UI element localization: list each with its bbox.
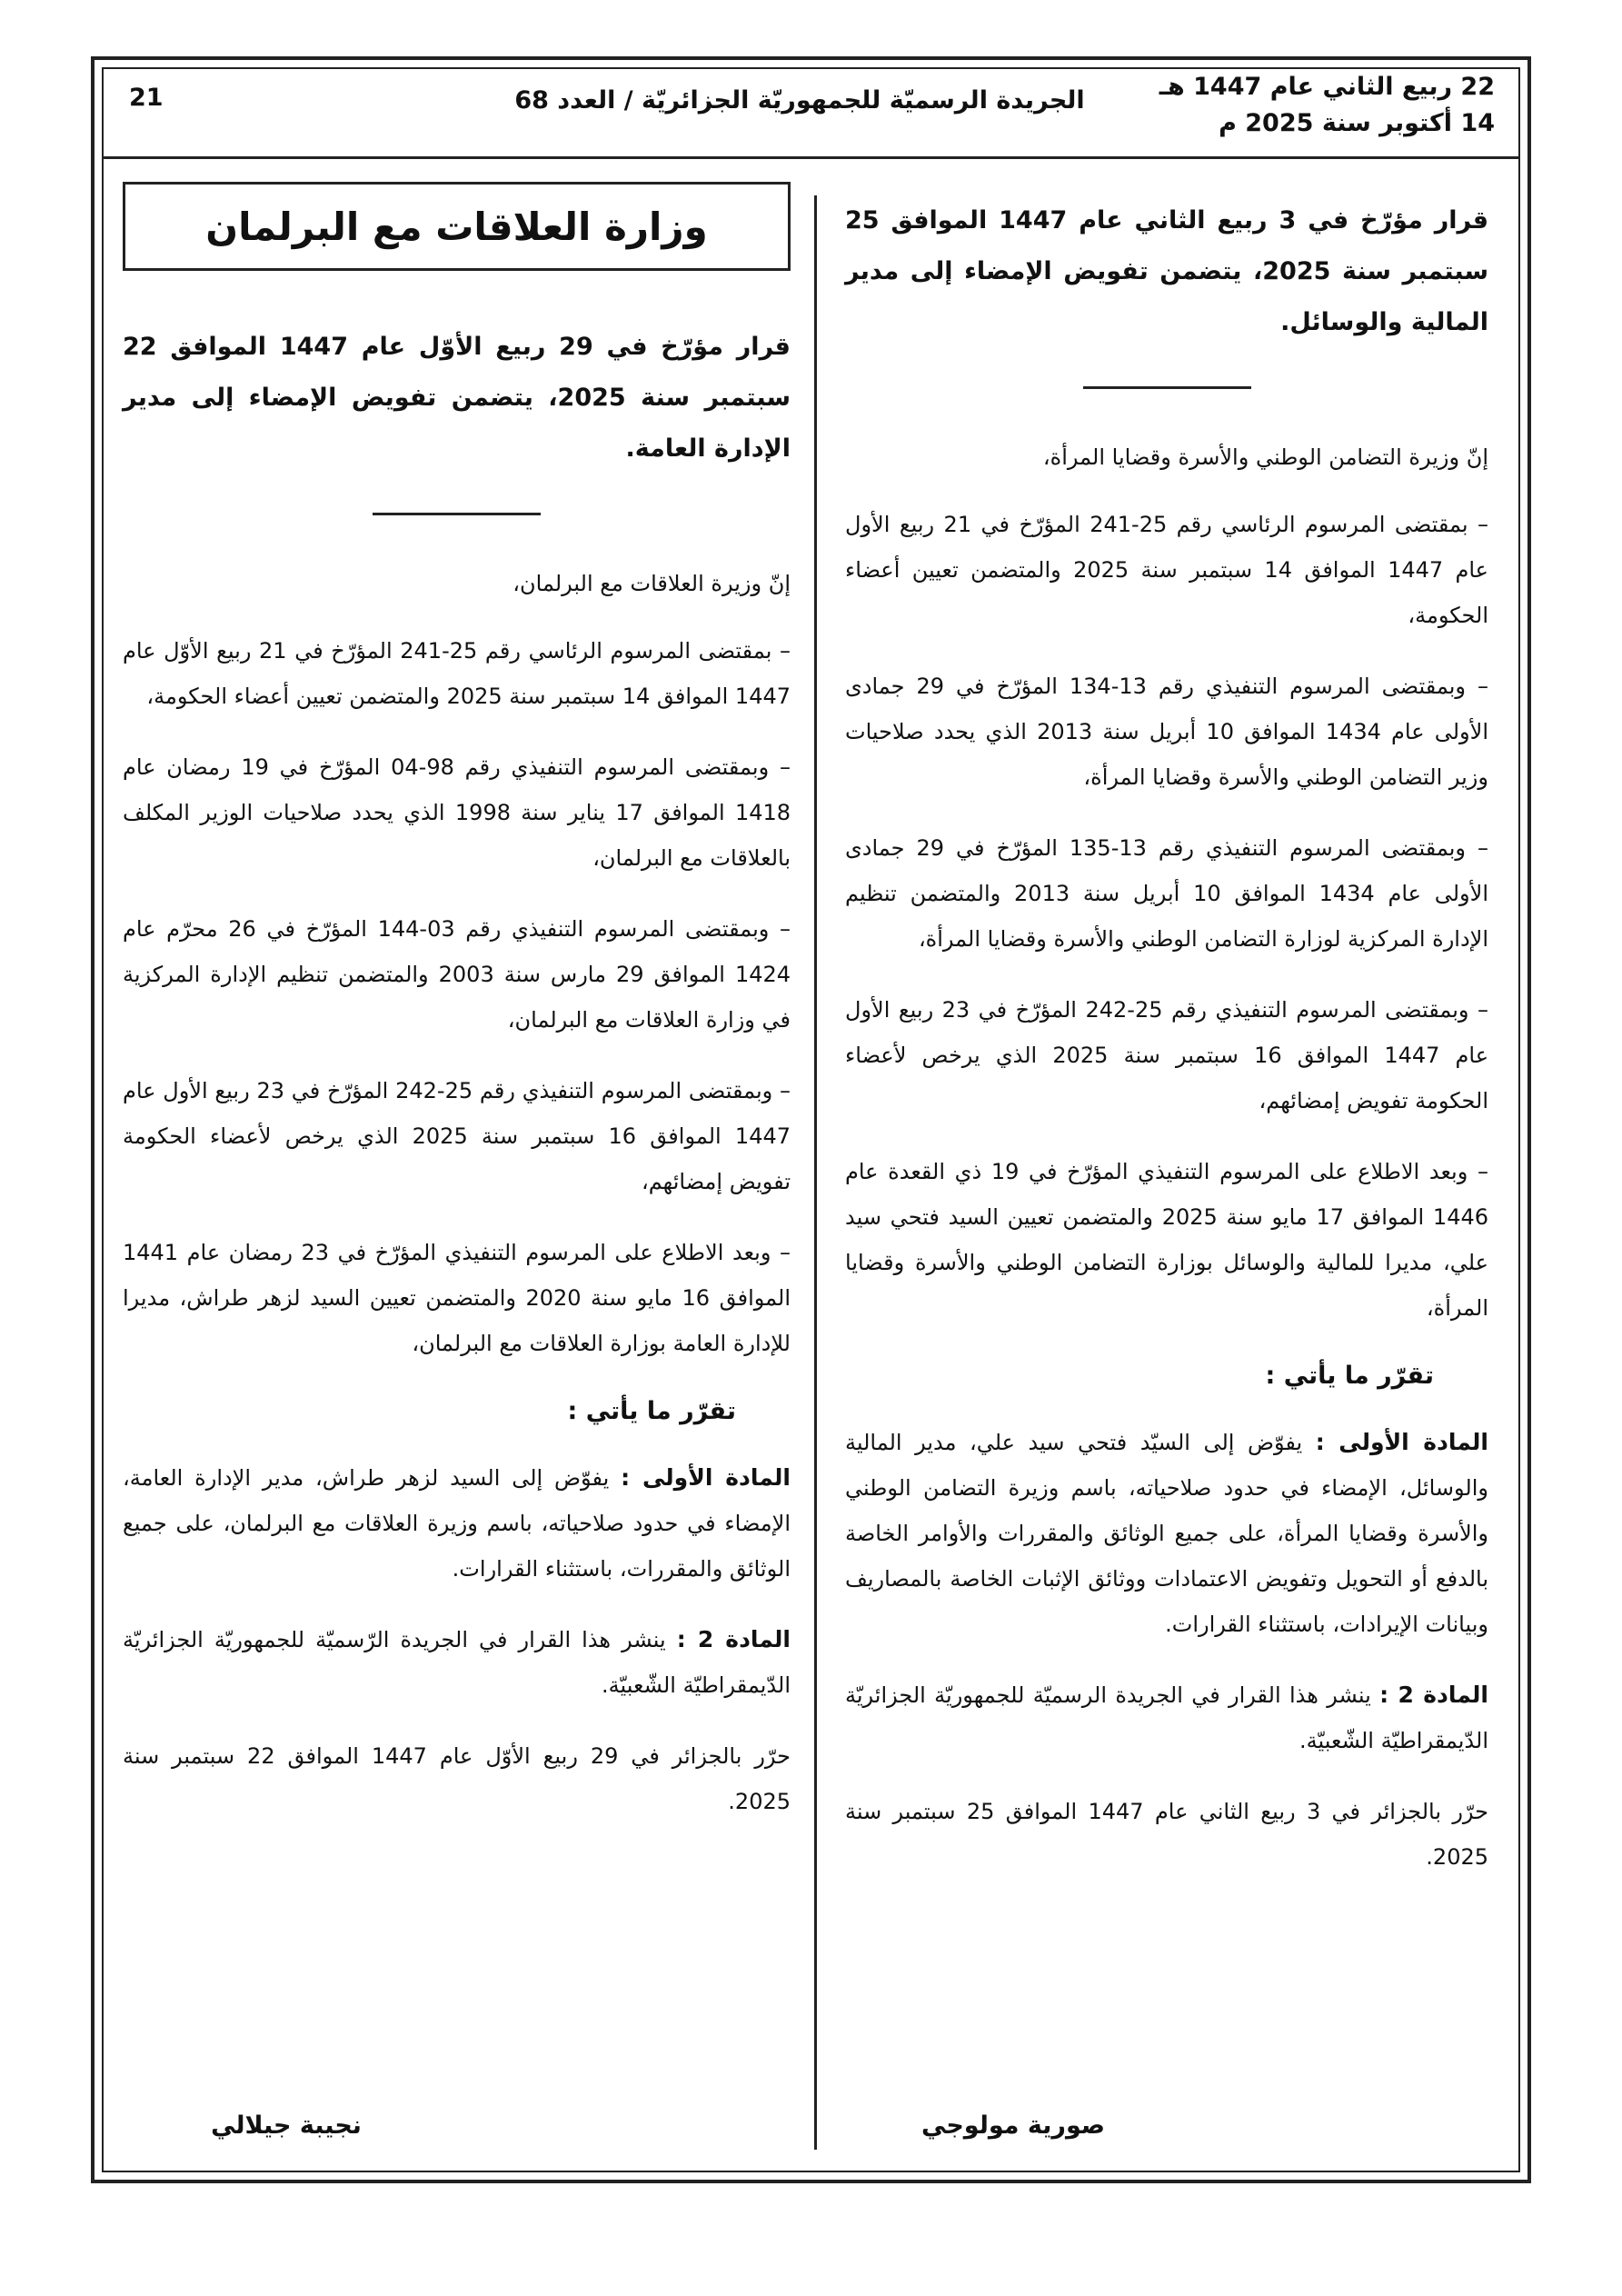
header-date-hijri: 22 ربيع الثاني عام 1447 هـ xyxy=(1159,73,1495,101)
decree-heading: تقرّر ما يأتي : xyxy=(567,1397,736,1425)
signature-left: نجيبة جيلالي xyxy=(211,2111,362,2140)
article-2-label: المادة 2 : xyxy=(676,1626,791,1652)
recital-paragraph: – وبمقتضى المرسوم التنفيذي رقم 98-04 المؤرّخ في 19 رمضان عام 1418 الموافق 17 يناير سنة 1998 الذي يحدد صلاحيات الوزير المكلف بالعلاقات مع البرلمان، xyxy=(123,754,791,871)
article-1 xyxy=(845,1420,1488,1647)
closing-line: حرّر بالجزائر في 3 ربيع الثاني عام 1447 الموافق 25 سبتمبر سنة 2025. xyxy=(845,1799,1489,1870)
article-1-text: يفوّض إلى السيّد فتحي سيد علي، مدير المالية والوسائل، الإمضاء في حدود صلاحياته، باسم وزيرة التضامن الوطني والأسرة وقضايا المرأة، على جميع الوثائق والمقررات والأوامر الخاصة بالدفع أو التحويل وتفويض الاعتمادات ووثائق الإثبات الخاصة بالمصاريف وبيانات الإيرادات، باستثناء القرارات. xyxy=(845,1430,1488,1637)
decision-intro: إنّ وزيرة العلاقات مع البرلمان، xyxy=(512,571,791,596)
header-date xyxy=(1159,69,1495,142)
article-2-text: ينشر هذا القرار في الجريدة الرسميّة للجمهوريّة الجزائريّة الدّيمقراطيّة الشّعبيّة. xyxy=(845,1682,1488,1753)
recital-paragraph: – بمقتضى المرسوم الرئاسي رقم 25-241 المؤرّخ في 21 ربيع الأوّل عام 1447 الموافق 14 سبتمبر سنة 2025 والمتضمن تعيين أعضاء الحكومة، xyxy=(123,638,791,709)
article-2 xyxy=(123,1617,791,1708)
recital-paragraph: – وبمقتضى المرسوم التنفيذي رقم 13-134 المؤرّخ في 29 جمادى الأولى عام 1434 الموافق 10 أبريل سنة 2013 الذي يحدد صلاحيات وزير التضامن الوطني والأسرة وقضايا المرأة، xyxy=(845,674,1489,790)
closing-line: حرّر بالجزائر في 29 ربيع الأوّل عام 1447 الموافق 22 سبتمبر سنة 2025. xyxy=(123,1743,791,1814)
left-column xyxy=(123,182,791,1850)
recital-paragraph: – وبعد الاطلاع على المرسوم التنفيذي المؤرّخ في 19 ذي القعدة عام 1446 الموافق 17 مايو سنة 2025 والمتضمن تعيين السيد فتحي سيد علي، مديرا للمالية والوسائل بوزارة التضامن الوطني والأسرة وقضايا المرأة، xyxy=(845,1159,1488,1321)
decree-heading: تقرّر ما يأتي : xyxy=(1265,1362,1434,1390)
article-1 xyxy=(123,1455,791,1592)
article-1-text: يفوّض إلى السيد لزهر طراش، مدير الإدارة العامة، الإمضاء في حدود صلاحياته، باسم وزيرة العلاقات مع البرلمان، على جميع الوثائق والمقررات، باستثناء القرارات. xyxy=(123,1465,791,1582)
page-number: 21 xyxy=(129,84,164,112)
signature-right: صورية مولوجي xyxy=(921,2111,1105,2140)
article-2-text: ينشر هذا القرار في الجريدة الرّسميّة للجمهوريّة الجزائريّة الدّيمقراطيّة الشّعبيّة. xyxy=(123,1627,791,1698)
article-1-label: المادة الأولى : xyxy=(621,1464,791,1491)
article-1-label: المادة الأولى : xyxy=(1315,1429,1488,1455)
decision-title: قرار مؤرّخ في 29 ربيع الأوّل عام 1447 الموافق 22 سبتمبر سنة 2025، يتضمن تفويض الإمضاء إلى مدير الإدارة العامة. xyxy=(123,333,791,463)
ministry-heading: وزارة العلاقات مع البرلمان xyxy=(123,182,791,271)
right-column xyxy=(845,195,1488,1905)
recital-paragraph: – وبمقتضى المرسوم التنفيذي رقم 03-144 المؤرّخ في 26 محرّم عام 1424 الموافق 29 مارس سنة 2003 والمتضمن تنظيم الإدارة المركزية في وزارة العلاقات مع البرلمان، xyxy=(123,916,791,1033)
recital-paragraph: – وبمقتضى المرسوم التنفيذي رقم 25-242 المؤرّخ في 23 ربيع الأول عام 1447 الموافق 16 سبتمبر سنة 2025 الذي يرخص لأعضاء الحكومة تفويض إمضائهم، xyxy=(123,1078,791,1194)
recital-paragraph: – بمقتضى المرسوم الرئاسي رقم 25-241 المؤرّخ في 21 ربيع الأول عام 1447 الموافق 14 سبتمبر سنة 2025 والمتضمن تعيين أعضاء الحكومة، xyxy=(845,512,1488,628)
separator xyxy=(1083,386,1251,389)
article-2-label: المادة 2 : xyxy=(1379,1682,1488,1708)
article-2 xyxy=(845,1672,1488,1763)
decision-intro: إنّ وزيرة التضامن الوطني والأسرة وقضايا المرأة، xyxy=(1042,444,1488,470)
column-divider xyxy=(814,195,817,2150)
header-rule xyxy=(102,156,1520,159)
separator xyxy=(373,513,541,515)
decision-title: قرار مؤرّخ في 3 ربيع الثاني عام 1447 الموافق 25 سبتمبر سنة 2025، يتضمن تفويض الإمضاء إلى مدير المالية والوسائل. xyxy=(845,206,1489,336)
recital-paragraph: – وبمقتضى المرسوم التنفيذي رقم 13-135 المؤرّخ في 29 جمادى الأولى عام 1434 الموافق 10 أبريل سنة 2013 والمتضمن تنظيم الإدارة المركزية لوزارة التضامن الوطني والأسرة وقضايا المرأة، xyxy=(845,835,1489,952)
recital-paragraph: – وبعد الاطلاع على المرسوم التنفيذي المؤرّخ في 23 رمضان عام 1441 الموافق 16 مايو سنة 2020 والمتضمن تعيين السيد لزهر طراش، مديرا للإدارة العامة بوزارة العلاقات مع البرلمان، xyxy=(123,1240,791,1356)
header-date-gregorian: 14 أكتوبر سنة 2025 م xyxy=(1219,109,1495,137)
header-title: الجريدة الرسميّة للجمهوريّة الجزائريّة / العدد 68 xyxy=(514,86,1085,115)
recital-paragraph: – وبمقتضى المرسوم التنفيذي رقم 25-242 المؤرّخ في 23 ربيع الأول عام 1447 الموافق 16 سبتمبر سنة 2025 الذي يرخص لأعضاء الحكومة تفويض إمضائهم، xyxy=(845,997,1489,1113)
